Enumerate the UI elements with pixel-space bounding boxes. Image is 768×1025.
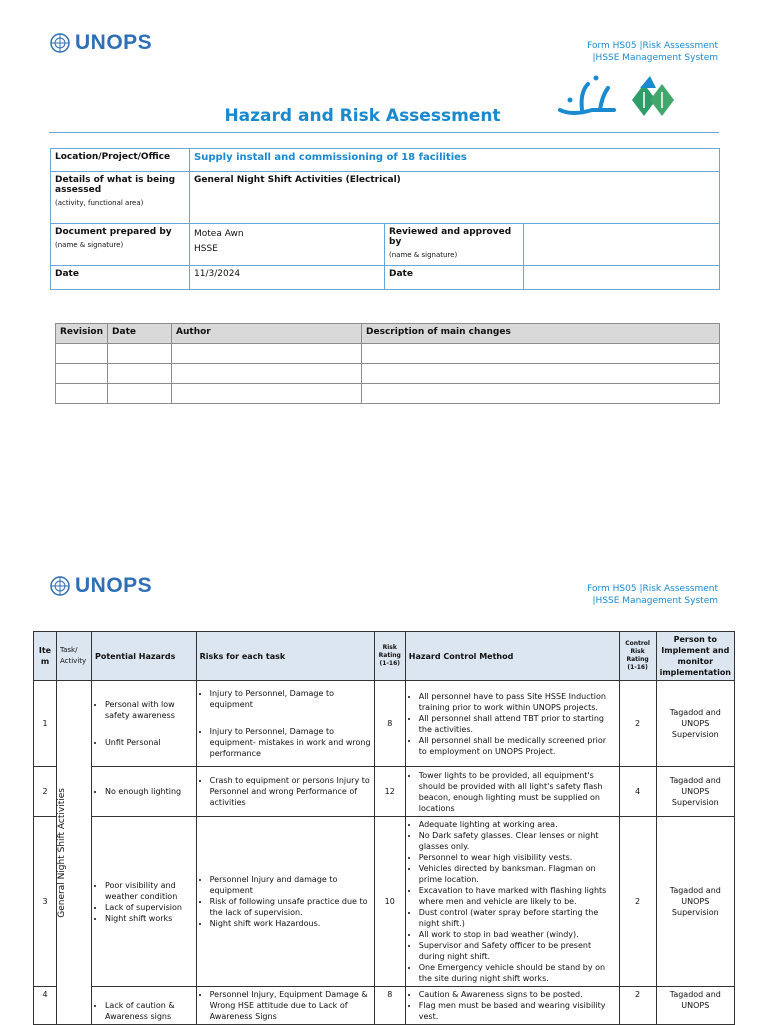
document-title: Hazard and Risk Assessment: [224, 106, 501, 126]
person-cell: Tagadod and UNOPS Supervision: [656, 767, 734, 817]
unops-wordmark: UNOPS: [75, 574, 153, 597]
control-rating-cell: 4: [619, 767, 656, 817]
form-reference-line2: |HSSE Management System: [592, 53, 718, 63]
hazards-cell: [91, 767, 196, 817]
control-rating-cell: 2: [619, 681, 656, 767]
person-cell: Tagadod and UNOPS: [656, 987, 734, 1025]
list-item: • Tower lights to be provided, all equipment's should be provided with all light's safety flash beacon, enough lighting must be supplied on locations: [419, 770, 616, 814]
form-reference-page2: [587, 583, 718, 607]
assessment-info-table: [50, 148, 720, 290]
description-header: Description of main changes: [362, 324, 720, 344]
rating-cell: 8: [374, 681, 405, 767]
location-label: Location/Project/Office: [51, 149, 190, 172]
date-value: 11/3/2024: [190, 266, 385, 290]
item-header: Ite m: [34, 632, 57, 681]
control-rating-cell: 2: [619, 987, 656, 1025]
item-cell: 1: [34, 681, 57, 767]
item-cell: 4: [34, 987, 57, 1025]
controls-cell: [405, 767, 619, 817]
list-item: • Personal with low safety awareness: [105, 699, 193, 721]
table-row: [34, 817, 735, 987]
list-item: • Adequate lighting at working area.: [419, 819, 616, 830]
form-reference: [587, 40, 718, 64]
list-item: • Lack of caution & Awareness signs: [105, 1000, 193, 1022]
location-value: Supply install and commissioning of 18 facilities: [190, 149, 720, 172]
table-row: [34, 767, 735, 817]
details-label: Details of what is being assessed: [55, 175, 176, 195]
form-reference-line1: Form HS05 |Risk Assessment: [587, 41, 718, 51]
table-row: [34, 987, 735, 1025]
date2-label: Date: [385, 266, 524, 290]
un-emblem-icon: [49, 32, 71, 54]
reviewed-cell: [385, 224, 524, 266]
list-item: • Night shift works: [105, 913, 193, 924]
list-item: • Flag men must be based and wearing visibility vest.: [419, 1000, 616, 1022]
controls-cell: [405, 987, 619, 1025]
unops-logo-page2: [49, 574, 152, 598]
list-item: • All personnel shall be medically screened prior to employment on UNOPS Project.: [419, 735, 616, 757]
task-cell: [56, 681, 91, 1025]
table-row: [56, 344, 720, 364]
list-item: • Poor visibility and weather condition: [105, 880, 193, 902]
un-emblem-icon: [49, 575, 71, 597]
list-item: • Crash to equipment or persons Injury to Personnel and wrong Performance of activities: [210, 775, 371, 808]
prepared-dept: HSSE: [194, 244, 218, 254]
reviewed-label: Reviewed and approved by: [389, 227, 512, 247]
title-divider: [49, 132, 719, 133]
date2-value: [524, 266, 720, 290]
control-rating-header: Control Risk Rating (1-16): [619, 632, 656, 681]
form-reference-line2: |HSSE Management System: [592, 596, 718, 606]
prepared-sublabel: (name & signature): [55, 241, 124, 249]
list-item: • Vehicles directed by banksman. Flagman on prime location.: [419, 863, 616, 885]
prepared-cell: [51, 224, 190, 266]
revision-table: [55, 323, 720, 404]
person-cell: Tagadod and UNOPS Supervision: [656, 681, 734, 767]
hazards-header: Potential Hazards: [91, 632, 196, 681]
details-value: General Night Shift Activities (Electrical): [190, 172, 720, 224]
date-label: Date: [51, 266, 190, 290]
unops-wordmark: UNOPS: [75, 31, 153, 54]
list-item: • All personnel have to pass Site HSSE Induction training prior to work within UNOPS projects.: [419, 691, 616, 713]
control-rating-cell: 2: [619, 817, 656, 987]
hazards-cell: [91, 817, 196, 987]
reviewed-value: [524, 224, 720, 266]
list-item: • All work to stop in bad weather (windy).: [419, 929, 616, 940]
rating-cell: 8: [374, 987, 405, 1025]
item-cell: 2: [34, 767, 57, 817]
list-item: • All personnel shall attend TBT prior to starting the activities.: [419, 713, 616, 735]
prepared-name: Motea Awn: [194, 229, 244, 239]
table-row: [56, 384, 720, 404]
risks-cell: [196, 987, 374, 1025]
controls-cell: [405, 817, 619, 987]
risks-header: Risks for each task: [196, 632, 374, 681]
control-header: Hazard Control Method: [405, 632, 619, 681]
person-cell: Tagadod and UNOPS Supervision: [656, 817, 734, 987]
list-item: • Caution & Awareness signs to be posted.: [419, 989, 616, 1000]
list-item: • One Emergency vehicle should be stand by on the site during night shift works.: [419, 962, 616, 984]
table-row: [56, 364, 720, 384]
hazards-cell: [91, 681, 196, 767]
details-sublabel: (activity, functional area): [55, 199, 144, 207]
author-header: Author: [172, 324, 362, 344]
list-item: • Lack of supervision: [105, 902, 193, 913]
unops-logo: [49, 31, 152, 55]
list-item: • Unfit Personal: [105, 737, 193, 748]
revision-header: Revision: [56, 324, 108, 344]
risks-cell: [196, 767, 374, 817]
item-cell: 3: [34, 817, 57, 987]
controls-cell: [405, 681, 619, 767]
list-item: • Personnel Injury, Equipment Damage & Wrong HSE attitude due to Lack of Awareness Signs: [210, 989, 371, 1022]
prepared-value: [190, 224, 385, 266]
task-label: General Night Shift Activities: [56, 787, 67, 918]
risk-assessment-table: [33, 631, 735, 1025]
list-item: • No enough lighting: [105, 786, 193, 797]
list-item: • No Dark safety glasses. Clear lenses or night glasses only.: [419, 830, 616, 852]
list-item: • Risk of following unsafe practice due to the lack of supervision.: [210, 896, 371, 918]
rating-cell: 10: [374, 817, 405, 987]
table-row: [34, 681, 735, 767]
risks-cell: [196, 681, 374, 767]
task-header: Task/ Activity: [56, 632, 91, 681]
person-header: Person to Implement and monitor implementation: [656, 632, 734, 681]
list-item: • Night shift work Hazardous.: [210, 918, 371, 929]
list-item: • Injury to Personnel, Damage to equipment- mistakes in work and wrong performance: [210, 726, 371, 759]
details-cell: [51, 172, 190, 224]
prepared-label: Document prepared by: [55, 227, 172, 237]
risks-cell: [196, 817, 374, 987]
list-item: • Supervisor and Safety officer to be present during night shift.: [419, 940, 616, 962]
rating-cell: 12: [374, 767, 405, 817]
list-item: • Dust control (water spray before starting the night shift.): [419, 907, 616, 929]
hazards-cell: [91, 987, 196, 1025]
list-item: • Personnel to wear high visibility vests.: [419, 852, 616, 863]
rating-header: Risk Rating (1-16): [374, 632, 405, 681]
list-item: • Injury to Personnel, Damage to equipment: [210, 688, 371, 710]
date-header: Date: [108, 324, 172, 344]
list-item: • Excavation to have marked with flashing lights where men and vehicle are likely to be.: [419, 885, 616, 907]
form-reference-line1: Form HS05 |Risk Assessment: [587, 584, 718, 594]
list-item: • Personnel Injury and damage to equipment: [210, 874, 371, 896]
reviewed-sublabel: (name & signature): [389, 251, 458, 259]
